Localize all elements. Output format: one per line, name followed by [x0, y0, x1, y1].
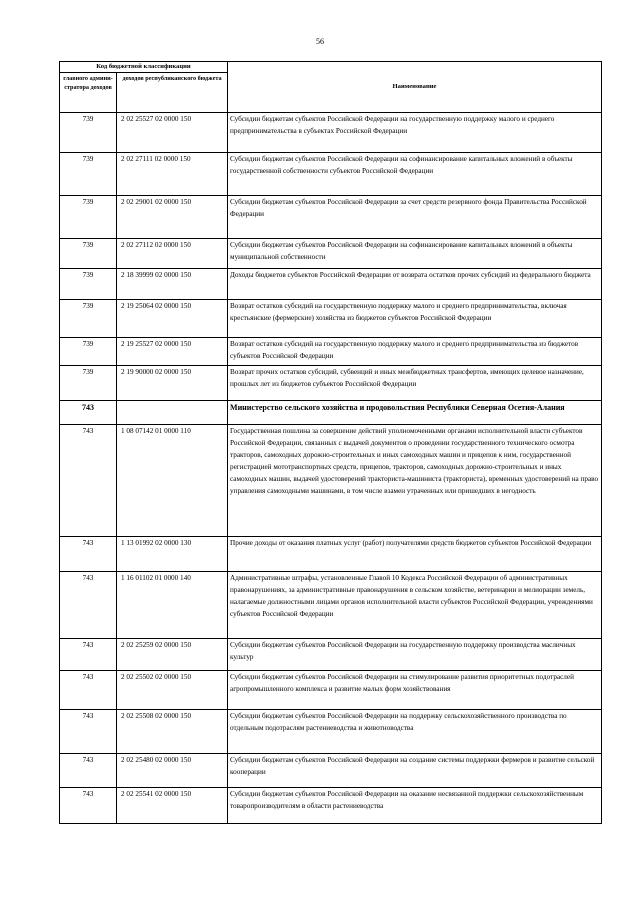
table-row	[60, 572, 602, 639]
table-row	[60, 401, 602, 425]
name-cell: Возврат остатков субсидий на государственную поддержку малого и среднего предпринимательства из бюджетов субъектов Российской Федерации	[228, 338, 602, 366]
name-cell: Возврат остатков субсидий на государственную поддержку малого и среднего предпринимательства, включая крестьянские (фермерские) хозяйства из бюджетов субъектов Российской Федерации	[228, 300, 602, 338]
table-body	[60, 113, 602, 824]
income-code-cell: 2 02 27112 02 0000 150	[117, 239, 228, 269]
name-cell: Государственная пошлина за совершение действий уполномоченными органами исполнительной власти субъектов Российской Федерации, связанных с выдачей документов о проведении государственного технического осмотра тракторов, самоходных дорожно-строительных и иных самоходных машин и прицепов к ним, государственной регистрацией мототранспортных средств, прицепов, тракторов, самоходных дорожно-строительных и иных самоходных машин, выдачей удостоверений тракториста-машиниста (тракториста), временных удостоверений на право управления самоходными машинами, в том числе взамен утраченных или пришедших в негодность	[228, 425, 602, 537]
name-cell: Субсидии бюджетам субъектов Российской Федерации на создание системы поддержки фермеров и развитие сельской кооперации	[228, 754, 602, 788]
table-row	[60, 639, 602, 671]
header-income: доходов республиканского бюджета	[117, 73, 228, 113]
page-number: 56	[316, 37, 324, 46]
income-code-cell: 2 02 25502 02 0000 150	[117, 671, 228, 710]
admin-code-cell: 739	[60, 338, 117, 366]
name-cell: Административные штрафы, установленные Главой 10 Кодекса Российской Федерации об административных правонарушениях, за административные правонарушения в сельском хозяйстве, ветеринарии и мелиорации земель, налагаемые должностными лицами органов исполнительной власти субъектов Российской Федерации, учреждениями субъектов Российской Федерации	[228, 572, 602, 639]
admin-code-cell: 743	[60, 425, 117, 537]
income-code-cell: 1 16 01102 01 0000 140	[117, 572, 228, 639]
header-admin: главного админи-стратора доходов	[60, 73, 117, 113]
budget-classification-table	[59, 61, 602, 824]
table-row	[60, 269, 602, 300]
income-code-cell: 2 02 25527 02 0000 150	[117, 113, 228, 153]
table-row	[60, 754, 602, 788]
income-code-cell: 2 19 25527 02 0000 150	[117, 338, 228, 366]
table-row	[60, 788, 602, 824]
admin-code-cell: 743	[60, 671, 117, 710]
name-cell: Доходы бюджетов субъектов Российской Федерации от возврата остатков прочих субсидий из федерального бюджета	[228, 269, 602, 300]
income-code-cell: 2 18 39999 02 0000 150	[117, 269, 228, 300]
admin-code-cell: 743	[60, 639, 117, 671]
table-row	[60, 366, 602, 401]
admin-code-cell: 739	[60, 239, 117, 269]
table-row	[60, 537, 602, 572]
admin-code-cell: 743	[60, 710, 117, 754]
name-cell: Прочие доходы от оказания платных услуг (работ) получателями средств бюджетов субъектов Российской Федерации	[228, 537, 602, 572]
table-row	[60, 338, 602, 366]
table-row	[60, 196, 602, 239]
table-row	[60, 425, 602, 537]
name-cell: Субсидии бюджетам субъектов Российской Федерации на софинансирование капитальных вложений в объекты муниципальной собственности	[228, 239, 602, 269]
table-row	[60, 300, 602, 338]
name-cell: Субсидии бюджетам субъектов Российской Федерации на государственную поддержку производства масличных культур	[228, 639, 602, 671]
income-code-cell: 2 19 90000 02 0000 150	[117, 366, 228, 401]
admin-code-cell: 739	[60, 196, 117, 239]
admin-code-cell: 743	[60, 754, 117, 788]
table-row	[60, 153, 602, 196]
admin-code-cell: 743	[60, 788, 117, 824]
income-code-cell: 2 02 25508 02 0000 150	[117, 710, 228, 754]
header-name: Наименование	[228, 62, 602, 113]
name-cell: Субсидии бюджетам субъектов Российской Федерации на оказание несвязанной поддержки сельскохозяйственным товаропроизводителям в области растениеводства	[228, 788, 602, 824]
name-cell: Министерство сельского хозяйства и продовольствия Республики Северная Осетия-Алания	[228, 401, 602, 425]
name-cell: Субсидии бюджетам субъектов Российской Федерации на стимулирование развития приоритетных подотраслей агропромышленного комплекса и развитие малых форм хозяйствования	[228, 671, 602, 710]
table-row	[60, 113, 602, 153]
income-code-cell: 2 02 29001 02 0000 150	[117, 196, 228, 239]
income-code-cell	[117, 401, 228, 425]
name-cell: Возврат прочих остатков субсидий, субвенций и иных межбюджетных трансфертов, имеющих целевое назначение, прошлых лет из бюджетов субъектов Российской Федерации	[228, 366, 602, 401]
table-row	[60, 710, 602, 754]
income-code-cell: 2 02 25259 02 0000 150	[117, 639, 228, 671]
admin-code-cell: 739	[60, 153, 117, 196]
admin-code-cell: 739	[60, 300, 117, 338]
income-code-cell: 2 19 25064 02 0000 150	[117, 300, 228, 338]
admin-code-cell: 739	[60, 366, 117, 401]
header-budget-code: Код бюджетной классификации	[60, 62, 228, 73]
income-code-cell: 2 02 25541 02 0000 150	[117, 788, 228, 824]
admin-code-cell: 739	[60, 113, 117, 153]
table-row	[60, 239, 602, 269]
table-row	[60, 671, 602, 710]
income-code-cell: 2 02 27111 02 0000 150	[117, 153, 228, 196]
income-code-cell: 2 02 25480 02 0000 150	[117, 754, 228, 788]
name-cell: Субсидии бюджетам субъектов Российской Федерации за счет средств резервного фонда Правительства Российской Федерации	[228, 196, 602, 239]
name-cell: Субсидии бюджетам субъектов Российской Федерации на поддержку сельскохозяйственного производства по отдельным подотраслям растениеводства и животноводства	[228, 710, 602, 754]
admin-code-cell: 743	[60, 572, 117, 639]
admin-code-cell: 739	[60, 269, 117, 300]
name-cell: Субсидии бюджетам субъектов Российской Федерации на софинансирование капитальных вложений в объекты государственной собственности субъектов Российской Федерации	[228, 153, 602, 196]
income-code-cell: 1 13 01992 02 0000 130	[117, 537, 228, 572]
admin-code-cell: 743	[60, 537, 117, 572]
admin-code-cell: 743	[60, 401, 117, 425]
income-code-cell: 1 08 07142 01 0000 110	[117, 425, 228, 537]
name-cell: Субсидии бюджетам субъектов Российской Федерации на государственную поддержку малого и среднего предпринимательства в субъектах Российской Федерации	[228, 113, 602, 153]
